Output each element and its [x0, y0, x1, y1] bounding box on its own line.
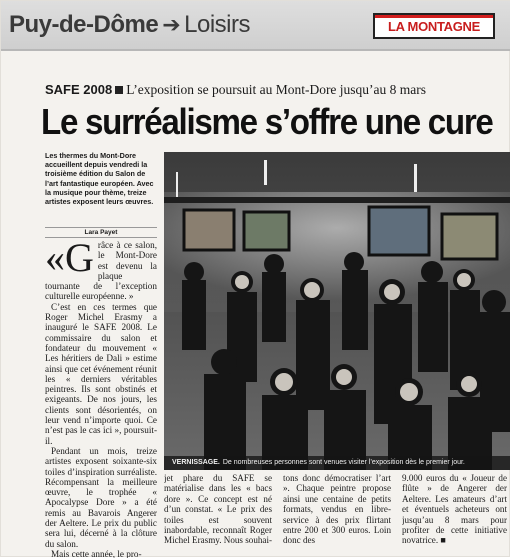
column-3-text: tons donc démocratiser l’art ». Chaque peintre propose ainsi une centaine de petits formats, vendus en libre-service à des prix flirtant entre 200 et 300 euros. Loin donc des: [283, 473, 391, 546]
square-bullet-icon: [115, 86, 123, 94]
article-column-1: [45, 240, 157, 558]
byline: Lara Payet: [45, 227, 157, 238]
column-1-paragraph-2: C’est en ces termes que Roger Michel Erasmy a inauguré le SAFE 2008. Le commissaire du salon et fondateur du mouvement « Les héritiers de Dali » estime ainsi que cet événement réunit les « derniers véritables peintres. Ils sont obstinés et exigeants. De nos jours, les clients sont désorientés, on leur vend n’importe quoi. Ce n’est pas le cas ici », poursuit-il.: [45, 301, 157, 446]
subsection-name: Loisirs: [184, 11, 250, 38]
drop-cap: «G: [45, 240, 94, 280]
section-header: [1, 1, 510, 51]
logo-text: LA MONTAGNE: [387, 19, 481, 34]
exhibition-photo: [164, 152, 510, 470]
article-column-4: [402, 473, 507, 558]
section-title: [9, 11, 250, 39]
article-column-3: [283, 473, 391, 558]
column-1-paragraph-1: râce à ce salon, le Mont-Dore est devenu la plaque tournante de l’exception culturelle européenne. »: [45, 240, 157, 302]
section-name: Puy-de-Dôme: [9, 11, 159, 38]
newspaper-logo: [373, 13, 495, 39]
column-4-text: 9.000 euros du « Joueur de flûte » de Angerer der Aeltere. Les amateurs d’art et éventuels acheteurs ont jusqu’au 8 mars pour profiter de cette initiative novatrice. ■: [402, 473, 507, 546]
arrow-right-icon: ➔: [162, 12, 181, 37]
kicker-text: L’exposition se poursuit au Mont-Dore jusqu’au 8 mars: [126, 82, 427, 97]
logo-red-bar: [375, 15, 493, 18]
headline: Le surréalisme s’offre une cure: [41, 101, 493, 142]
column-1-paragraph-4: Mais cette année, le pro-: [51, 548, 142, 558]
photo-caption: [164, 456, 510, 470]
article-column-2: [164, 473, 272, 558]
column-2-text: jet phare du SAFE se matérialise dans les « bacs dore ». Ce concept est né d’un constat. « Le prix des toiles est souvent inabordable, reconnaît Roger Michel Erasmy. Nous souhai-: [164, 473, 272, 546]
crowd-illustration: [164, 152, 510, 470]
column-1-paragraph-3: Pendant un mois, treize artistes exposent soixante-six toiles d’inspiration surréaliste. Récompensant la meilleure œuvre, le trophée « Apocalypse Dore » a été remis au Bavarois Angerer der Aeltere. Le prix du public sera lui, décerné à la clôture du salon.: [45, 445, 157, 549]
kicker: [45, 82, 426, 98]
kicker-label: SAFE 2008: [45, 82, 113, 97]
caption-label: VERNISSAGE.: [172, 459, 220, 466]
caption-text: De nombreuses personnes sont venues visiter l’exposition dès le premier jour.: [222, 459, 465, 466]
lead-paragraph: Les thermes du Mont-Dore accueillent depuis vendredi la troisième édition du Salon de l’art fantastique européen. Avec la musique pour thème, treize artistes exposent leurs œuvres.: [45, 151, 154, 207]
